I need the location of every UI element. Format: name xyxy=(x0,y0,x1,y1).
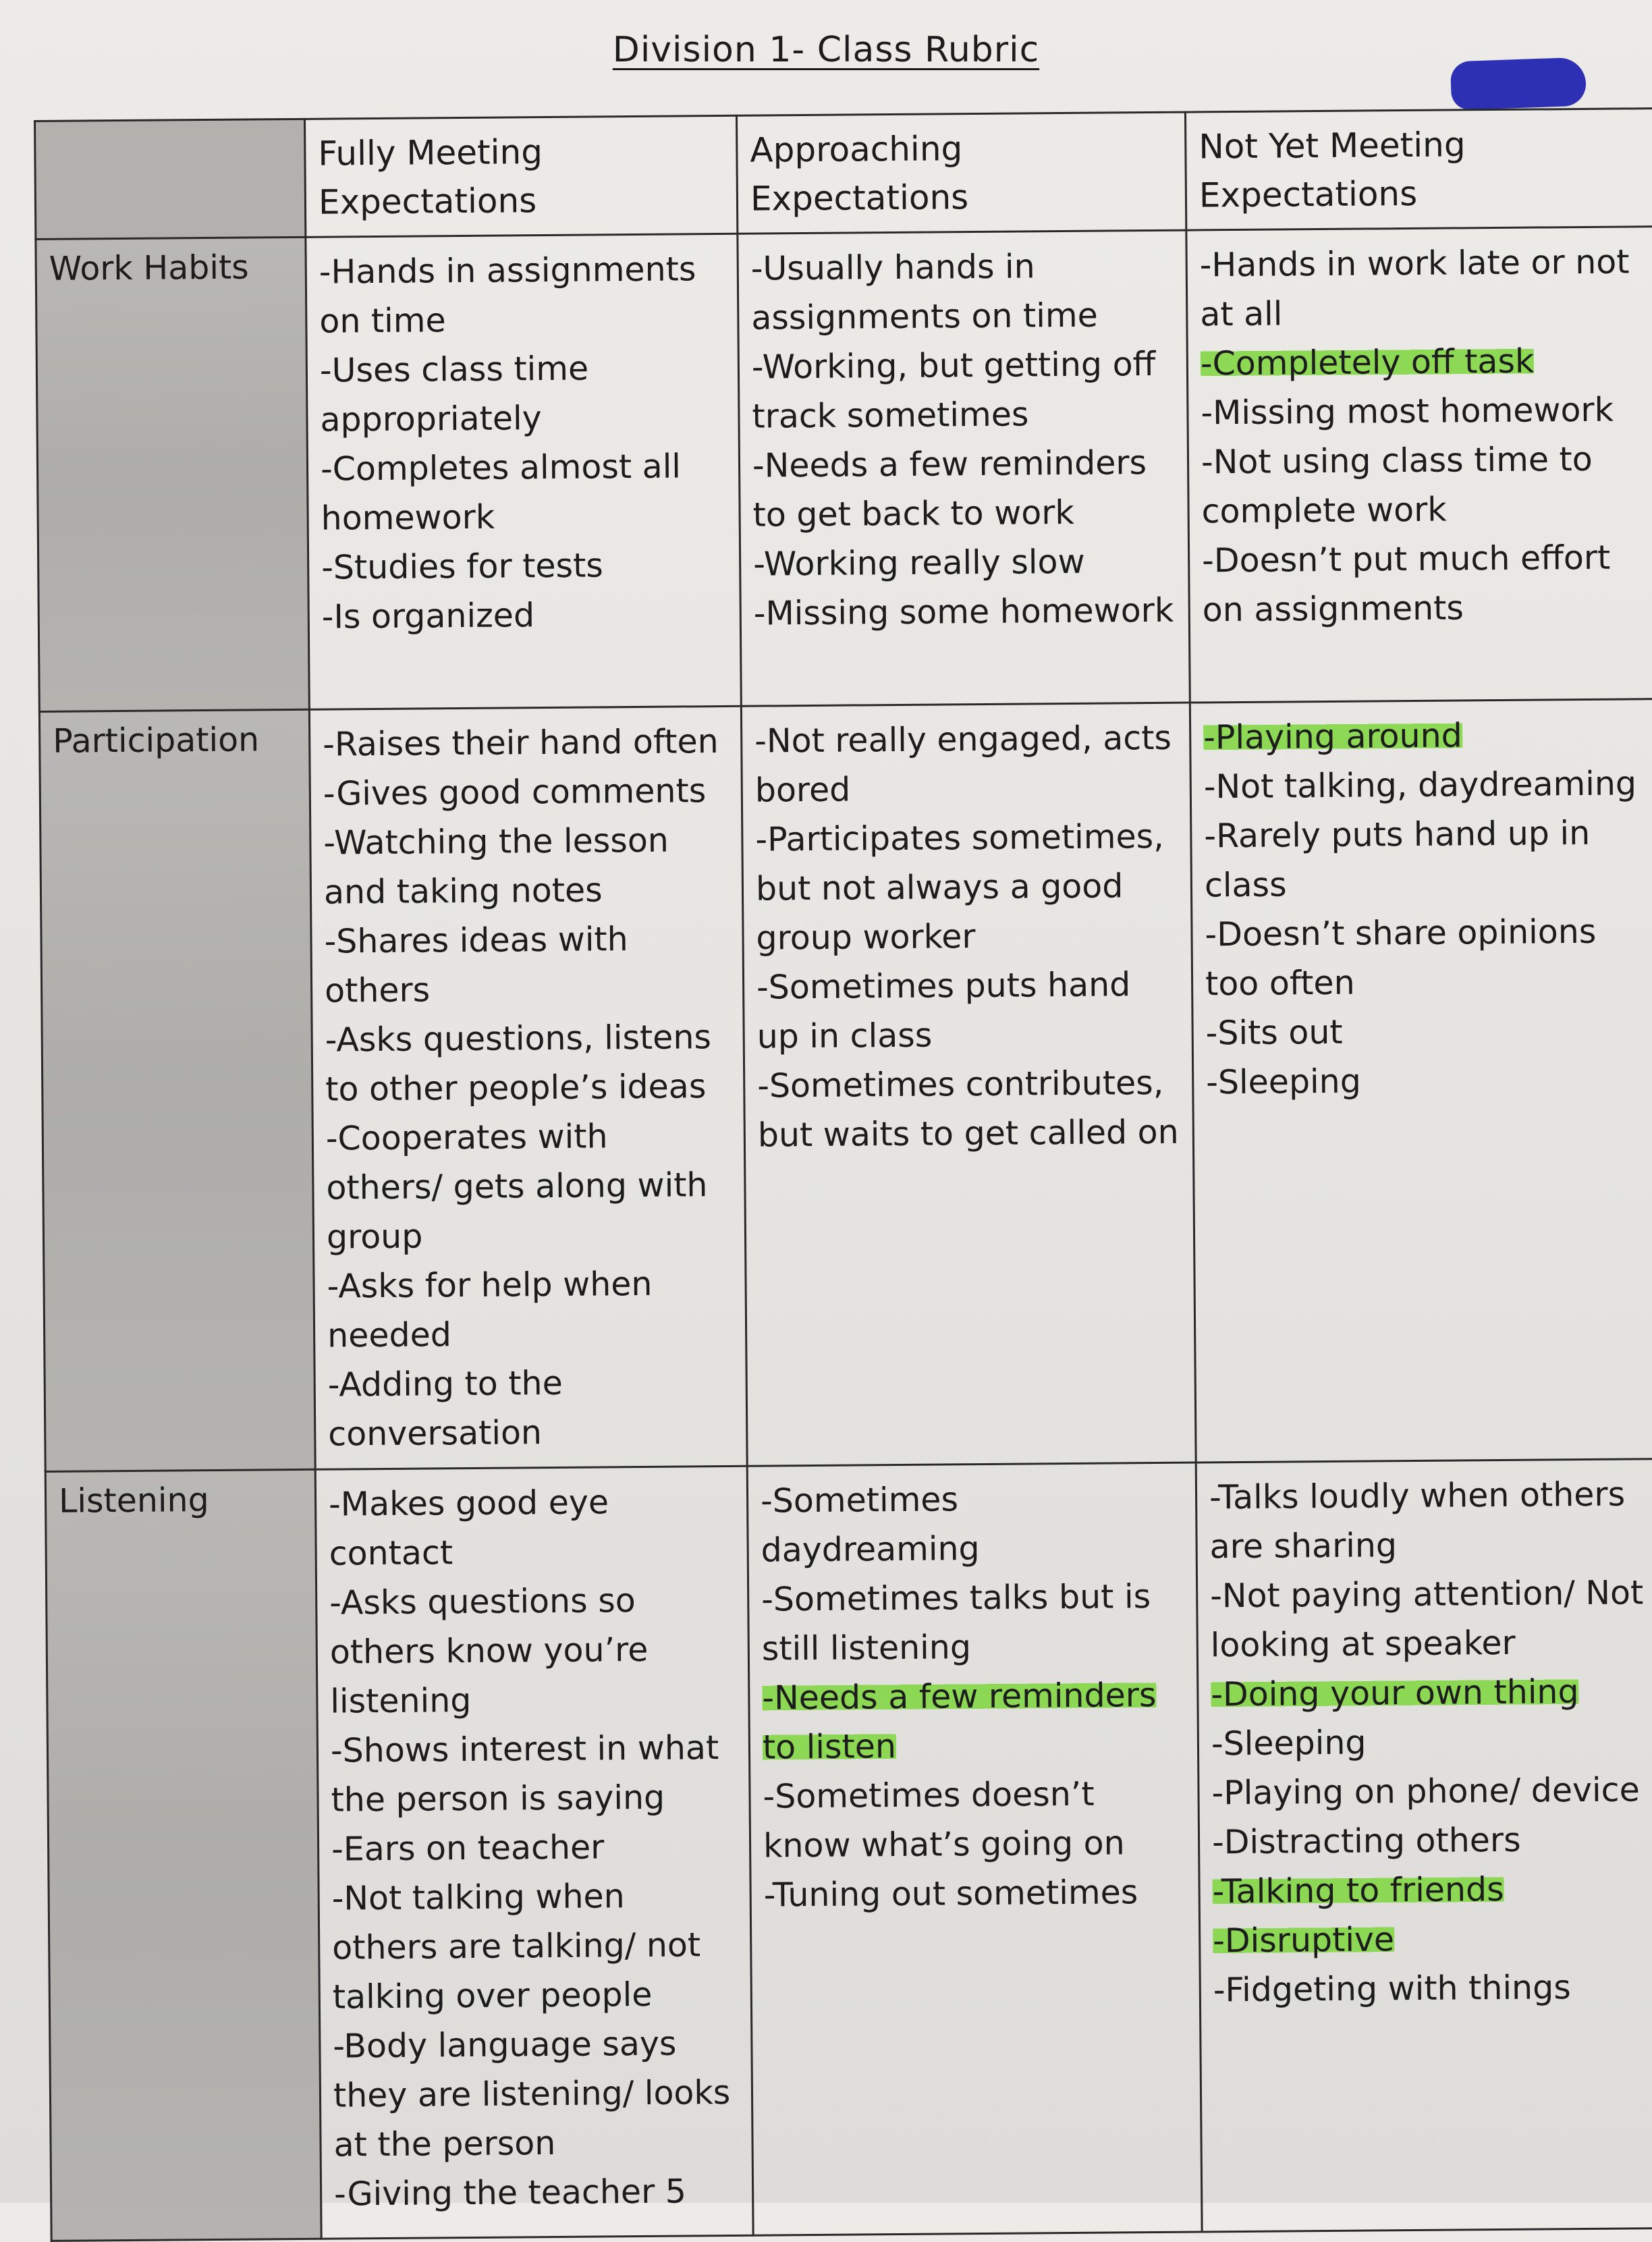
criteria-item: -Adding to the conversation xyxy=(327,1363,563,1454)
rubric-row-listening xyxy=(45,1459,1652,2241)
page-title xyxy=(0,30,1652,70)
criteria-item: -Needs a few reminders to get back to work xyxy=(752,443,1147,535)
rubric-row-work-habits xyxy=(36,227,1652,712)
criteria-item: -Playing on phone/ device xyxy=(1211,1770,1640,1813)
criteria-item: -Sometimes doesn’t know what’s going on xyxy=(763,1774,1125,1865)
criteria-item: -Sometimes puts hand up in class xyxy=(756,965,1131,1056)
criteria-item: -Body language says they are listening/ looks at the person xyxy=(333,2024,731,2164)
criteria-item: -Tuning out sometimes xyxy=(763,1873,1138,1915)
rubric-table xyxy=(34,107,1652,2242)
criteria-item: -Hands in assignments on time xyxy=(319,250,696,341)
rubric-row-participation xyxy=(39,699,1652,1472)
criteria-item: -Not talking, daydreaming xyxy=(1203,764,1637,806)
page-title-text: Division 1- Class Rubric xyxy=(612,30,1040,70)
criteria-item: -Uses class time appropriately xyxy=(319,349,589,439)
criteria-item: -Shows interest in what the person is saying xyxy=(330,1728,719,1820)
highlighted-text: -Completely off task xyxy=(1200,341,1535,383)
row-header-participation: Participation xyxy=(39,709,315,1471)
criteria-item: -Studies for tests xyxy=(321,546,604,587)
column-header-approaching: Approaching Expectations xyxy=(736,112,1186,234)
criteria-item: -Working, but getting off track sometimes xyxy=(751,344,1156,436)
row-header-listening: Listening xyxy=(45,1469,321,2241)
criteria-cell xyxy=(306,234,741,709)
row-header-work-habits: Work Habits xyxy=(36,237,309,711)
criteria-item: -Sits out xyxy=(1205,1012,1343,1053)
criteria-item: -Working really slow xyxy=(752,542,1085,584)
criteria-item: -Doesn’t share opinions too often xyxy=(1205,912,1597,1004)
criteria-item: -Sometimes daydreaming xyxy=(760,1480,980,1570)
criteria-item: -Completes almost all homework xyxy=(320,447,682,538)
criteria-item: -Shares ideas with others xyxy=(324,920,628,1010)
header-row xyxy=(35,109,1652,240)
criteria-item: -Raises their hand often xyxy=(323,722,719,764)
criteria-item: -Giving the teacher 5 xyxy=(333,2172,687,2214)
criteria-item: -Not really engaged, acts bored xyxy=(754,718,1172,810)
criteria-item: -Ears on teacher xyxy=(331,1828,605,1869)
criteria-item: -Talks loudly when others are sharing xyxy=(1209,1475,1626,1566)
criteria-item: -Missing most homework xyxy=(1201,390,1614,433)
criteria-cell xyxy=(315,1466,753,2239)
criteria-item xyxy=(1213,1913,1652,1965)
criteria-cell xyxy=(741,703,1196,1466)
highlighted-text: -Doing your own thing xyxy=(1211,1672,1579,1714)
criteria-item: -Asks for help when needed xyxy=(327,1264,653,1355)
criteria-item: -Is organized xyxy=(321,596,535,636)
criteria-item: -Sometimes talks but is still listening xyxy=(761,1577,1151,1668)
highlighted-text: -Disruptive xyxy=(1213,1920,1395,1961)
criteria-item: -Cooperates with others/ gets along with group xyxy=(325,1117,708,1257)
criteria-cell xyxy=(1190,699,1652,1462)
criteria-item: -Sleeping xyxy=(1211,1723,1367,1763)
highlighted-text: -Talking to friends xyxy=(1212,1869,1504,1911)
criteria-item: -Rarely puts hand up in class xyxy=(1204,813,1591,905)
criteria-item: -Gives good comments xyxy=(323,771,707,813)
column-header-not-yet-meeting: Not Yet Meeting Expectations xyxy=(1185,109,1652,230)
criteria-item: -Sleeping xyxy=(1206,1062,1362,1102)
highlighted-text: -Playing around xyxy=(1203,716,1462,757)
criteria-item: -Makes good eye contact xyxy=(328,1483,609,1573)
criteria-item: -Not paying attention/ Not looking at speaker xyxy=(1210,1573,1644,1665)
criteria-item: -Usually hands in assignments on time xyxy=(750,247,1098,337)
criteria-item: -Hands in work late or not at all xyxy=(1199,242,1630,334)
column-header-fully-meeting: Fully Meeting Expectations xyxy=(304,115,737,237)
highlighted-text: -Needs a few reminders to listen xyxy=(762,1676,1157,1767)
criteria-cell xyxy=(747,1462,1202,2235)
criteria-cell xyxy=(309,706,747,1469)
criteria-item: -Distracting others xyxy=(1211,1820,1521,1862)
criteria-item xyxy=(762,1670,1185,1772)
criteria-item xyxy=(1211,1666,1652,1719)
criteria-cell xyxy=(1196,1459,1652,2232)
corner-cell xyxy=(35,119,306,239)
criteria-item: -Sometimes contributes, but waits to get called on xyxy=(757,1063,1179,1155)
criteria-item: -Doesn’t put much effort on assignments xyxy=(1201,538,1611,630)
criteria-item: -Fidgeting with things xyxy=(1213,1968,1571,2010)
criteria-item: -Not talking when others are talking/ not talking over people xyxy=(331,1877,701,2017)
criteria-cell xyxy=(1186,227,1652,703)
criteria-item: -Missing some homework xyxy=(753,591,1174,633)
redaction-mark xyxy=(1450,57,1587,111)
criteria-item xyxy=(1201,335,1643,388)
criteria-item xyxy=(1203,709,1645,762)
criteria-cell xyxy=(738,230,1190,706)
criteria-item: -Watching the lesson and taking notes xyxy=(323,821,669,912)
criteria-item: -Participates sometimes, but not always a good group worker xyxy=(755,817,1164,958)
criteria-item xyxy=(1212,1863,1652,1916)
criteria-item: -Asks questions so others know you’re listening xyxy=(329,1581,649,1721)
criteria-item: -Not using class time to complete work xyxy=(1201,439,1593,531)
criteria-item: -Asks questions, listens to other people’s ideas xyxy=(325,1018,712,1109)
